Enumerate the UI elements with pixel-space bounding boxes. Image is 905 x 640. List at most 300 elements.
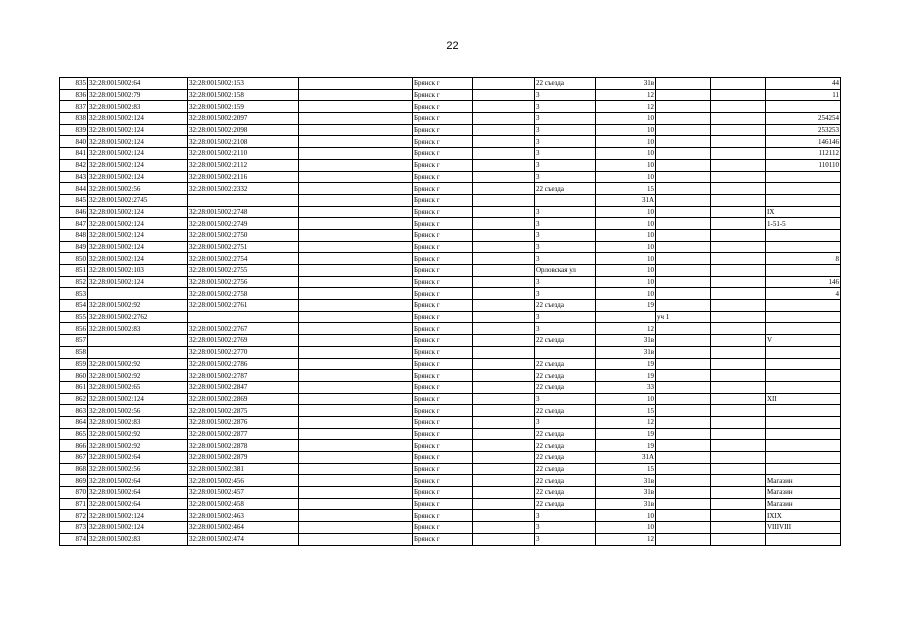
- table-row: [60, 171, 841, 183]
- cell-city: Брянск г: [413, 533, 473, 545]
- cell-num: 855: [60, 311, 88, 323]
- cell-empty3: [711, 124, 766, 136]
- cell-num: 864: [60, 416, 88, 428]
- cell-empty2: [473, 148, 535, 160]
- cell-empty3: [711, 487, 766, 499]
- cell-cad2: 32:28:0015002:2749: [188, 218, 299, 230]
- cell-empty3: [711, 206, 766, 218]
- cell-cad2: 32:28:0015002:456: [188, 475, 299, 487]
- cell-building: [656, 533, 711, 545]
- cell-city: Брянск г: [413, 300, 473, 312]
- cell-house: 10: [596, 159, 656, 171]
- cell-cad2: 32:28:0015002:464: [188, 522, 299, 534]
- cell-cad1: 32:28:0015002:124: [88, 229, 188, 241]
- cell-num: 869: [60, 475, 88, 487]
- cell-cad1: 32:28:0015002:83: [88, 416, 188, 428]
- cell-empty1: [299, 393, 413, 405]
- page-number: 22: [446, 40, 459, 52]
- cell-street: 3: [535, 288, 596, 300]
- cell-note: Магазин: [766, 487, 841, 499]
- cell-num: 840: [60, 136, 88, 148]
- cell-city: Брянск г: [413, 346, 473, 358]
- cell-note: [766, 381, 841, 393]
- cell-note: [766, 101, 841, 113]
- cell-building: [656, 124, 711, 136]
- cell-empty2: [473, 405, 535, 417]
- cell-building: [656, 265, 711, 277]
- cell-note: [766, 533, 841, 545]
- cell-note: [766, 241, 841, 253]
- cell-empty1: [299, 124, 413, 136]
- cell-house: 19: [596, 358, 656, 370]
- cell-empty1: [299, 370, 413, 382]
- cell-street: 22 съезда: [535, 463, 596, 475]
- cell-cad2: 32:28:0015002:2332: [188, 183, 299, 195]
- cell-building: [656, 229, 711, 241]
- cell-house: 12: [596, 323, 656, 335]
- cell-empty2: [473, 159, 535, 171]
- cell-building: [656, 101, 711, 113]
- cell-city: Брянск г: [413, 206, 473, 218]
- cell-empty3: [711, 440, 766, 452]
- cell-city: Брянск г: [413, 487, 473, 499]
- cell-building: [656, 428, 711, 440]
- cell-cad1: [88, 346, 188, 358]
- table-row: [60, 253, 841, 265]
- cell-building: [656, 487, 711, 499]
- cell-empty2: [473, 265, 535, 277]
- cell-cad2: 32:28:0015002:457: [188, 487, 299, 499]
- cell-street: 3: [535, 136, 596, 148]
- table-row: [60, 463, 841, 475]
- cell-num: 843: [60, 171, 88, 183]
- cell-empty1: [299, 416, 413, 428]
- cell-empty2: [473, 288, 535, 300]
- cell-building: [656, 510, 711, 522]
- cell-building: [656, 452, 711, 464]
- cell-num: 842: [60, 159, 88, 171]
- cell-empty3: [711, 276, 766, 288]
- cell-num: 852: [60, 276, 88, 288]
- cell-house: 10: [596, 265, 656, 277]
- cell-cad2: 32:28:0015002:2869: [188, 393, 299, 405]
- cell-cad2: 32:28:0015002:474: [188, 533, 299, 545]
- cell-house: 19: [596, 300, 656, 312]
- cell-cad1: 32:28:0015002:56: [88, 183, 188, 195]
- cell-empty3: [711, 113, 766, 125]
- cell-num: 848: [60, 229, 88, 241]
- cell-note: [766, 452, 841, 464]
- table-row: [60, 113, 841, 125]
- cell-note: 110110: [766, 159, 841, 171]
- cell-num: 874: [60, 533, 88, 545]
- cell-house: 31в: [596, 78, 656, 90]
- cell-empty3: [711, 323, 766, 335]
- cell-house: 10: [596, 276, 656, 288]
- cell-city: Брянск г: [413, 440, 473, 452]
- cell-empty2: [473, 498, 535, 510]
- cell-empty3: [711, 78, 766, 90]
- cell-cad1: 32:28:0015002:124: [88, 206, 188, 218]
- cell-num: 845: [60, 194, 88, 206]
- cell-num: 835: [60, 78, 88, 90]
- cell-cad1: 32:28:0015002:92: [88, 440, 188, 452]
- table-row: [60, 358, 841, 370]
- cell-num: 872: [60, 510, 88, 522]
- cell-empty2: [473, 124, 535, 136]
- cell-house: 12: [596, 533, 656, 545]
- cell-building: [656, 393, 711, 405]
- table-row: [60, 206, 841, 218]
- cell-empty3: [711, 533, 766, 545]
- cell-cad2: 32:28:0015002:2879: [188, 452, 299, 464]
- cell-house: 31в: [596, 335, 656, 347]
- cell-empty2: [473, 300, 535, 312]
- cell-house: 12: [596, 416, 656, 428]
- cell-cad1: 32:28:0015002:64: [88, 452, 188, 464]
- cell-empty3: [711, 311, 766, 323]
- cell-empty1: [299, 159, 413, 171]
- table-row: [60, 522, 841, 534]
- table-row: [60, 300, 841, 312]
- cell-note: IXIX: [766, 510, 841, 522]
- cell-house: 15: [596, 463, 656, 475]
- cell-building: [656, 89, 711, 101]
- cell-empty1: [299, 229, 413, 241]
- cell-street: 22 съезда: [535, 381, 596, 393]
- cell-empty3: [711, 416, 766, 428]
- cell-building: [656, 206, 711, 218]
- cell-num: 847: [60, 218, 88, 230]
- cell-empty1: [299, 89, 413, 101]
- cell-cad1: 32:28:0015002:124: [88, 113, 188, 125]
- cell-cad1: 32:28:0015002:65: [88, 381, 188, 393]
- cell-note: [766, 311, 841, 323]
- cell-note: 11: [766, 89, 841, 101]
- cell-house: 31А: [596, 452, 656, 464]
- cell-empty1: [299, 241, 413, 253]
- cell-empty1: [299, 533, 413, 545]
- cell-house: 10: [596, 171, 656, 183]
- cell-empty1: [299, 440, 413, 452]
- cell-street: 3: [535, 393, 596, 405]
- cell-cad1: [88, 288, 188, 300]
- cell-empty1: [299, 183, 413, 195]
- table-row: [60, 428, 841, 440]
- cell-cad2: 32:28:0015002:2847: [188, 381, 299, 393]
- cell-building: [656, 78, 711, 90]
- cell-city: Брянск г: [413, 148, 473, 160]
- table-row: [60, 288, 841, 300]
- table-row: [60, 311, 841, 323]
- cell-num: 837: [60, 101, 88, 113]
- cell-empty2: [473, 101, 535, 113]
- cell-cad2: 32:28:0015002:2758: [188, 288, 299, 300]
- cell-empty3: [711, 393, 766, 405]
- cell-empty3: [711, 253, 766, 265]
- cell-empty1: [299, 288, 413, 300]
- cell-num: 867: [60, 452, 88, 464]
- cell-cad2: 32:28:0015002:2755: [188, 265, 299, 277]
- cell-street: 3: [535, 253, 596, 265]
- cell-note: 44: [766, 78, 841, 90]
- cell-city: Брянск г: [413, 358, 473, 370]
- cell-empty1: [299, 276, 413, 288]
- cell-note: Магазин: [766, 498, 841, 510]
- cell-cad2: 32:28:0015002:463: [188, 510, 299, 522]
- table-row: [60, 89, 841, 101]
- cell-street: 22 съезда: [535, 475, 596, 487]
- cell-cad2: 32:28:0015002:153: [188, 78, 299, 90]
- cell-house: 31А: [596, 194, 656, 206]
- cell-empty1: [299, 206, 413, 218]
- cell-cad2: 32:28:0015002:2110: [188, 148, 299, 160]
- cell-cad1: 32:28:0015002:124: [88, 522, 188, 534]
- cell-city: Брянск г: [413, 171, 473, 183]
- cell-cad2: 32:28:0015002:2098: [188, 124, 299, 136]
- cell-house: 10: [596, 253, 656, 265]
- cell-empty2: [473, 370, 535, 382]
- cell-city: Брянск г: [413, 265, 473, 277]
- cell-house: 15: [596, 183, 656, 195]
- table-row: [60, 510, 841, 522]
- cell-cad1: [88, 335, 188, 347]
- cell-empty1: [299, 498, 413, 510]
- cell-note: [766, 370, 841, 382]
- cell-city: Брянск г: [413, 428, 473, 440]
- cell-street: 22 съезда: [535, 440, 596, 452]
- cell-cad1: 32:28:0015002:124: [88, 124, 188, 136]
- cell-empty3: [711, 370, 766, 382]
- table-row: [60, 346, 841, 358]
- cell-empty2: [473, 136, 535, 148]
- cell-empty3: [711, 229, 766, 241]
- cell-cad1: 32:28:0015002:92: [88, 370, 188, 382]
- cell-num: 866: [60, 440, 88, 452]
- cell-empty3: [711, 475, 766, 487]
- cell-cad1: 32:28:0015002:92: [88, 358, 188, 370]
- cell-empty1: [299, 101, 413, 113]
- cell-empty2: [473, 78, 535, 90]
- cell-cad1: 32:28:0015002:124: [88, 253, 188, 265]
- cell-city: Брянск г: [413, 78, 473, 90]
- cell-note: [766, 183, 841, 195]
- cell-house: 12: [596, 101, 656, 113]
- cell-cad1: 32:28:0015002:79: [88, 89, 188, 101]
- cell-cad2: 32:28:0015002:159: [188, 101, 299, 113]
- cell-empty1: [299, 194, 413, 206]
- table-row: [60, 370, 841, 382]
- cell-empty3: [711, 428, 766, 440]
- cell-cad2: 32:28:0015002:2769: [188, 335, 299, 347]
- cell-empty3: [711, 346, 766, 358]
- cell-cad1: 32:28:0015002:103: [88, 265, 188, 277]
- table-row: [60, 78, 841, 90]
- cell-house: 12: [596, 89, 656, 101]
- cell-house: 10: [596, 206, 656, 218]
- cell-note: 4: [766, 288, 841, 300]
- cell-empty1: [299, 265, 413, 277]
- table-row: [60, 416, 841, 428]
- table-row: [60, 440, 841, 452]
- cell-empty3: [711, 452, 766, 464]
- cell-num: 858: [60, 346, 88, 358]
- cell-city: Брянск г: [413, 393, 473, 405]
- cell-building: [656, 475, 711, 487]
- cell-cad2: 32:28:0015002:458: [188, 498, 299, 510]
- cell-empty2: [473, 183, 535, 195]
- cell-house: 10: [596, 124, 656, 136]
- cell-empty2: [473, 463, 535, 475]
- table-row: [60, 498, 841, 510]
- cell-house: [596, 311, 656, 323]
- table-row: [60, 381, 841, 393]
- cell-num: 873: [60, 522, 88, 534]
- cell-house: 31в: [596, 475, 656, 487]
- table-row: [60, 323, 841, 335]
- cell-street: 3: [535, 522, 596, 534]
- cell-city: Брянск г: [413, 381, 473, 393]
- table-row: [60, 148, 841, 160]
- cell-cad1: 32:28:0015002:64: [88, 475, 188, 487]
- cell-building: [656, 335, 711, 347]
- cell-cad2: 32:28:0015002:2875: [188, 405, 299, 417]
- cell-house: 15: [596, 405, 656, 417]
- cell-num: 841: [60, 148, 88, 160]
- cell-street: 3: [535, 124, 596, 136]
- cell-empty2: [473, 393, 535, 405]
- cell-house: 10: [596, 113, 656, 125]
- cell-cad1: 32:28:0015002:124: [88, 276, 188, 288]
- cell-num: 862: [60, 393, 88, 405]
- cell-empty2: [473, 522, 535, 534]
- cell-building: [656, 136, 711, 148]
- cell-empty3: [711, 358, 766, 370]
- table-row: [60, 101, 841, 113]
- cell-house: 10: [596, 229, 656, 241]
- cell-street: 22 съезда: [535, 183, 596, 195]
- table-row: [60, 194, 841, 206]
- cell-city: Брянск г: [413, 311, 473, 323]
- cell-empty2: [473, 206, 535, 218]
- cell-cad1: 32:28:0015002:124: [88, 218, 188, 230]
- cell-empty1: [299, 381, 413, 393]
- cell-note: 146: [766, 276, 841, 288]
- cell-empty2: [473, 510, 535, 522]
- cell-empty2: [473, 311, 535, 323]
- cell-cad1: 32:28:0015002:2745: [88, 194, 188, 206]
- cell-num: 850: [60, 253, 88, 265]
- cell-empty1: [299, 358, 413, 370]
- cell-street: 3: [535, 113, 596, 125]
- cell-empty3: [711, 159, 766, 171]
- cell-cad2: 32:28:0015002:2748: [188, 206, 299, 218]
- cell-cad2: 32:28:0015002:2116: [188, 171, 299, 183]
- cell-cad2: 32:28:0015002:381: [188, 463, 299, 475]
- table-row: [60, 405, 841, 417]
- cell-city: Брянск г: [413, 510, 473, 522]
- cell-empty1: [299, 475, 413, 487]
- cell-note: [766, 463, 841, 475]
- cell-empty2: [473, 381, 535, 393]
- cell-building: [656, 276, 711, 288]
- cell-empty3: [711, 101, 766, 113]
- cell-street: 3: [535, 89, 596, 101]
- cell-num: 846: [60, 206, 88, 218]
- cell-note: [766, 194, 841, 206]
- table-row: [60, 159, 841, 171]
- cell-cad2: 32:28:0015002:2756: [188, 276, 299, 288]
- table-row: [60, 393, 841, 405]
- cell-building: [656, 171, 711, 183]
- cell-house: 10: [596, 288, 656, 300]
- cell-num: 839: [60, 124, 88, 136]
- cell-city: Брянск г: [413, 452, 473, 464]
- cell-street: 22 съезда: [535, 498, 596, 510]
- table-row: [60, 265, 841, 277]
- cell-empty2: [473, 533, 535, 545]
- cell-cad2: 32:28:0015002:2750: [188, 229, 299, 241]
- cell-street: 22 съезда: [535, 358, 596, 370]
- cell-num: 853: [60, 288, 88, 300]
- cell-num: 856: [60, 323, 88, 335]
- cell-note: [766, 405, 841, 417]
- cell-cad2: 32:28:0015002:2770: [188, 346, 299, 358]
- cell-empty1: [299, 335, 413, 347]
- cell-street: 3: [535, 101, 596, 113]
- cell-house: 31в: [596, 346, 656, 358]
- cell-empty3: [711, 510, 766, 522]
- cell-building: [656, 358, 711, 370]
- cell-cad2: [188, 311, 299, 323]
- cell-empty2: [473, 194, 535, 206]
- cell-cad1: 32:28:0015002:124: [88, 148, 188, 160]
- cell-note: [766, 428, 841, 440]
- cell-num: 860: [60, 370, 88, 382]
- table-row: [60, 229, 841, 241]
- cell-note: [766, 300, 841, 312]
- cell-city: Брянск г: [413, 183, 473, 195]
- cell-street: 3: [535, 148, 596, 160]
- cell-num: 871: [60, 498, 88, 510]
- table-row: [60, 124, 841, 136]
- table-row: [60, 475, 841, 487]
- cell-note: [766, 323, 841, 335]
- cell-empty1: [299, 300, 413, 312]
- cell-city: Брянск г: [413, 101, 473, 113]
- cell-street: 3: [535, 510, 596, 522]
- cell-note: [766, 346, 841, 358]
- cell-empty1: [299, 253, 413, 265]
- cell-city: Брянск г: [413, 229, 473, 241]
- cell-building: [656, 300, 711, 312]
- cell-num: 857: [60, 335, 88, 347]
- cell-cad1: 32:28:0015002:83: [88, 323, 188, 335]
- cell-num: 861: [60, 381, 88, 393]
- cell-empty2: [473, 416, 535, 428]
- cell-empty1: [299, 463, 413, 475]
- cell-city: Брянск г: [413, 276, 473, 288]
- cell-empty2: [473, 89, 535, 101]
- cell-note: IX: [766, 206, 841, 218]
- cell-num: 863: [60, 405, 88, 417]
- cell-empty1: [299, 113, 413, 125]
- cell-empty2: [473, 358, 535, 370]
- cell-house: 10: [596, 522, 656, 534]
- cell-house: 10: [596, 510, 656, 522]
- cell-street: 22 съезда: [535, 370, 596, 382]
- cell-num: 868: [60, 463, 88, 475]
